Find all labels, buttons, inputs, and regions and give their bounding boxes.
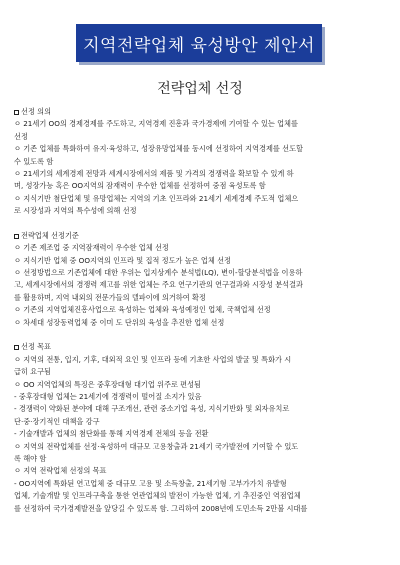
text-line: - OO지역에 특화된 연고업체 중 대규모 고용 및 소득창출, 21세기형 고부가가치 유발형 xyxy=(14,478,287,488)
text-line: 며, 성장가능 혹은 OO지역의 잠재력이 우수한 업체를 선정하여 중점 육성토록 함 xyxy=(14,181,266,191)
section-heading: 전략업체 선정기준 xyxy=(14,230,392,242)
text-line: 수 있도록 함 xyxy=(14,156,54,166)
text-line: 고, 세계시장에서의 경쟁력 제고를 위한 업체는 주요 연구기관의 연구결과와 시장성 분석결과 xyxy=(14,280,303,290)
text-line: 선정 xyxy=(14,131,28,141)
text-line: ㅇ 21세기의 세계경제 전망과 세계시장에서의 제품 및 가격의 경쟁력을 확보할 수 있게 하 xyxy=(14,168,294,178)
text-line: ㅇ 차세대 성장동력업체 중 이미 도 단위의 육성을 추진한 업체 선정 xyxy=(14,317,225,327)
text-line: ㅇ 지역 전략업체 선정의 목표 xyxy=(14,466,107,476)
section-heading: 선정 목표 xyxy=(14,341,392,353)
document-body xyxy=(14,106,392,515)
text-line: - 중후장대형 업체는 21세기에 경쟁력이 떨어질 소지가 있음 xyxy=(14,391,202,401)
text-line: 급히 요구됨 xyxy=(14,367,52,377)
section-goals xyxy=(14,341,392,514)
title-banner-text: 지역전략업체 육성방안 제안서 xyxy=(83,35,315,56)
text-line: 단·중·장기적인 대책을 강구 xyxy=(14,416,100,426)
document-title: 전략업체 선정 xyxy=(157,81,243,97)
text-line: 를 선정하여 국가경제발전을 앞당길 수 있도록 함. 그리하여 2008년에 도민소득 2만불 시대를 xyxy=(14,503,308,513)
text-line: 로 시장성과 지역의 특수성에 의해 선정 xyxy=(14,206,137,216)
text-line: 를 활용하며, 지역 내외의 전문가들의 델파이에 의거하여 확정 xyxy=(14,292,206,302)
spacer xyxy=(14,329,392,341)
square-bullet-icon xyxy=(14,345,19,350)
text-line: ㅇ OO 지역업체의 특징은 중후장대형 대기업 위주로 편성됨 xyxy=(14,379,202,389)
text-line: 록 해야 함 xyxy=(14,453,47,463)
section-criteria xyxy=(14,230,392,329)
text-line: - 기술개발과 업체의 첨단화를 통해 지역경제 전체의 등을 전환 xyxy=(14,429,209,439)
square-bullet-icon xyxy=(14,234,19,239)
text-line: 업체, 기술개발 및 인프라구축을 통한 연관업체의 발전이 가능한 업체, 기 추진중인 역점업체 xyxy=(14,491,301,501)
text-line: ㅇ 기존 제조업 중 지역잠재력이 우수한 업체 선정 xyxy=(14,243,169,253)
text-line: ㅇ 기존 업체를 특화하여 유지·육성하고, 성장유망업체를 동시에 선정하여 지역경제를 선도할 xyxy=(14,144,303,154)
text-line: ㅇ 21세기 OO의 경제경제를 주도하고, 지역경제 진흥과 국가경제에 기여할 수 있는 업체를 xyxy=(14,119,298,129)
text-line: ㅇ 지역의 전략업체를 선정·육성하여 대규모 고용창출과 21세기 국가발전에 기여할 수 있도 xyxy=(14,441,299,451)
title-banner xyxy=(76,24,322,62)
square-bullet-icon xyxy=(14,110,19,115)
section-heading: 선정 의의 xyxy=(14,106,392,118)
spacer xyxy=(14,218,392,230)
text-line: - 경쟁력이 약화된 분야에 대해 구조개선, 관련 중소기업 육성, 지식기반화 및 외자유치로 xyxy=(14,404,290,414)
text-line: ㅇ 선정방법으로 기존업체에 대한 우위는 입지상계수 분석법(LQ), 변이-할당분석법을 이용하 xyxy=(14,268,303,278)
section-significance xyxy=(14,106,392,218)
text-line: ㅇ 기존의 지역업체진흥사업으로 육성하는 업체와 육성예정인 업체, 국책업체 선정 xyxy=(14,305,271,315)
text-line: ㅇ 지역의 전통, 입지, 기후, 대외적 요인 및 인프라 등에 기초한 사업의 발굴 및 특화가 시 xyxy=(14,354,292,364)
text-line: ㅇ 지식기반 첨단업체 및 유망업체는 지역의 기초 인프라와 21세기 세계경제 주도적 업체으 xyxy=(14,193,299,203)
text-line: ㅇ 지식기반 업체 중 OO지역의 인프라 및 집적 정도가 높은 업체 선정 xyxy=(14,255,231,265)
